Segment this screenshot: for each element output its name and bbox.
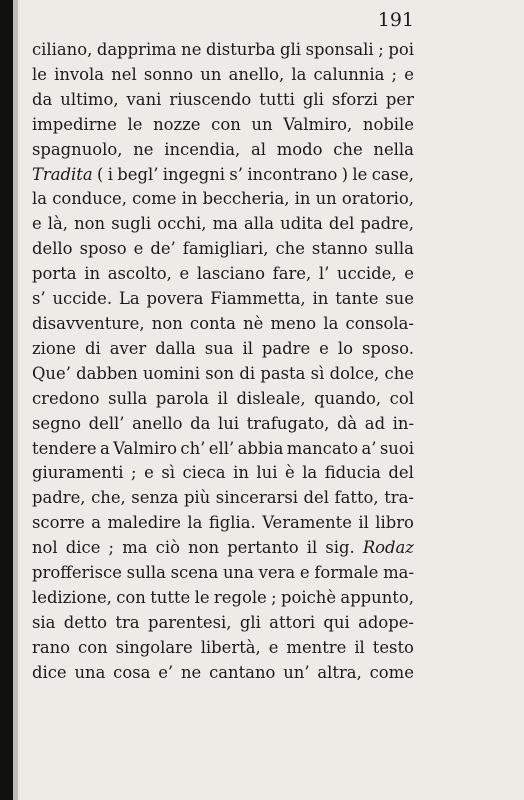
word: padre, [360,214,414,234]
word: più [183,488,211,508]
word: dalla [155,338,196,358]
word: Rodaz [362,538,414,558]
word: s’ [32,289,46,309]
word: la [32,189,48,209]
word: del [328,214,355,234]
word: col [389,388,414,408]
word: ; [271,587,277,607]
text-line [32,138,414,163]
word: porta [32,264,77,284]
word: Tradita [32,164,93,184]
word: famigliari, [182,239,269,259]
word: qui [323,612,350,632]
word: altra, [317,662,362,682]
word: con [116,587,146,607]
word: vera [258,563,296,583]
text-line [32,586,414,611]
word: il [217,388,228,408]
word: poichè [281,587,337,607]
word: e [133,239,144,259]
word: dapprima [96,40,177,59]
word: ultimo, [60,89,119,109]
word: il [358,513,369,533]
word: segno [32,413,82,433]
word: dice [32,662,67,682]
word: Valmiro [113,438,178,458]
word: adope- [358,612,414,632]
word: lo [337,338,353,358]
word: e [404,64,414,84]
word: ; [378,40,384,59]
word: ma [212,214,238,234]
word: riuscendo [169,89,252,109]
word: Que’ [32,363,71,383]
word: ne [133,139,154,159]
word: sua [204,338,234,358]
word: sincerarsi [215,488,298,508]
word: ciliano, [32,40,93,59]
word: pertanto [227,538,299,558]
word: sulla [108,388,148,408]
word: e [404,264,414,284]
word: regole [213,587,267,607]
word: un [251,114,273,134]
word: una [222,563,254,583]
word: e [32,214,42,234]
word: disavventure, [32,313,145,333]
word: per [385,89,414,109]
word: ad [364,413,386,433]
word: in [84,264,101,284]
word: ingegni [162,164,226,184]
word: mentre [286,637,347,657]
word: le [127,114,143,134]
word: sia [32,612,56,632]
word: ne [181,40,202,59]
word: e [299,563,310,583]
word: consola- [345,313,414,333]
word: s’ [229,164,243,184]
word: case, [371,164,414,184]
word: meno [270,313,317,333]
word: profferisce [32,563,122,583]
text-line [32,461,414,486]
word: sig. [325,538,355,558]
word: udita [280,214,323,234]
word: e [144,463,154,483]
word: le [194,587,210,607]
word: di [84,338,101,358]
word: vani [126,89,162,109]
word: ; [391,64,398,84]
word: cieca [182,463,226,483]
word: libro [375,513,414,533]
word: sponsali [305,40,374,59]
word: e [268,637,279,657]
word: alla [244,214,275,234]
text-line [32,88,414,113]
text-line [32,661,414,686]
word: del [303,488,329,508]
word: abbia [237,438,284,458]
word: aver [109,338,147,358]
text-line [32,262,414,287]
word: a [99,438,110,458]
word: impedirne [32,114,117,134]
word: fatto, [334,488,379,508]
word: dice [65,538,101,558]
word: un [315,189,337,209]
word: testo [372,637,414,657]
word: tutte [150,587,191,607]
word: scorre [32,513,85,533]
text-line [32,38,414,63]
word: in [294,189,311,209]
word: come [132,189,177,209]
word: credono [32,388,100,408]
word: nozze [153,114,201,134]
binding-shadow [13,0,18,800]
word: ch’ [180,438,206,458]
word: poi [388,40,414,59]
word: ma [122,538,148,558]
word: ; [108,538,115,558]
word: sforzi [331,89,378,109]
word: suoi [379,438,414,458]
word: conduce, [52,189,127,209]
word: le [352,164,368,184]
word: parentesi, [147,612,232,632]
word: quando, [314,388,382,408]
word: tante [335,289,379,309]
word: gli [239,612,261,632]
word: sposo. [361,338,414,358]
word: ne [180,662,202,682]
word: Valmiro, [283,114,353,134]
word: oratorio, [341,189,414,209]
word: uomini [142,363,200,383]
word: tra- [384,488,414,508]
word: in- [392,413,414,433]
word: con [78,637,108,657]
text-line [32,312,414,337]
word: sì [310,363,325,383]
word: Veramente [262,513,352,533]
word: lui [256,463,278,483]
word: là, [47,214,69,234]
word: il [242,338,253,358]
word: ciò [155,538,180,558]
word: da [32,89,53,109]
word: lasciano [196,264,265,284]
text-line [32,63,414,88]
word: disleale, [236,388,306,408]
word: il [354,637,365,657]
word: nel [111,64,137,84]
word: disturba [206,40,276,59]
word: che [384,363,414,383]
word: in [233,463,249,483]
word: rano [32,637,71,657]
word: son [205,363,235,383]
word: al [250,139,266,159]
word: un’ [283,662,310,682]
word: fiducia [324,463,381,483]
text-line [32,212,414,237]
word: dà [336,413,358,433]
word: beccheria, [202,189,290,209]
word: giuramenti [32,463,124,483]
word: attori [269,612,316,632]
word: dolce, [329,363,380,383]
word: begl’ [117,164,159,184]
text-line [32,362,414,387]
word: La [118,289,140,309]
word: non [74,214,106,234]
word: in [312,289,329,309]
word: appunto, [340,587,414,607]
word: povera [146,289,204,309]
word: dello [32,239,73,259]
word: che [275,239,305,259]
word: in [181,189,198,209]
word: uccide, [337,264,397,284]
word: gli [302,89,324,109]
word: la [323,313,339,333]
word: tutti [259,89,295,109]
word: una [74,662,106,682]
word: dabben [76,363,138,383]
word: che, [91,488,126,508]
word: sonno [143,64,194,84]
word: a [91,513,102,533]
word: cosa [113,662,151,682]
text-line [32,486,414,511]
word: libertà, [200,637,261,657]
text-line [32,437,414,462]
text-line [32,412,414,437]
word: nè [243,313,264,333]
word: scena [170,563,219,583]
word: lui [217,413,239,433]
word: i [107,164,113,184]
word: la [187,513,203,533]
word: sue [385,289,414,309]
word: la [302,463,318,483]
word: nella [373,139,414,159]
word: dell’ [88,413,125,433]
text-line [32,237,414,262]
word: occhi, [157,214,207,234]
word: gli [280,40,302,59]
word: a’ [361,438,377,458]
word: de’ [150,239,176,259]
word: le [32,64,47,84]
text-line [32,287,414,312]
word: sposo [79,239,127,259]
word: padre, [32,488,86,508]
word: anello [132,413,183,433]
text-line [32,387,414,412]
word: detto [63,612,108,632]
word: sulla [126,563,166,583]
word: formale [314,563,379,583]
word: sulla [374,239,414,259]
text-line [32,337,414,362]
word: invola [54,64,105,84]
word: la [291,64,307,84]
word: sì [161,463,175,483]
word: tendere [32,438,97,458]
word: e [319,338,329,358]
word: e [179,264,190,284]
word: anello, [228,64,285,84]
word: incendia, [164,139,241,159]
word: ) [341,164,349,184]
word: cantano [209,662,276,682]
word: del [388,463,414,483]
word: sugli [111,214,152,234]
binding-edge [0,0,13,800]
word: e’ [158,662,174,682]
text-line [32,113,414,138]
word: stanno [311,239,368,259]
word: uccide. [52,289,113,309]
word: fare, [272,264,312,284]
word: modo [276,139,323,159]
word: figlia. [208,513,256,533]
word: da [190,413,211,433]
word: maledire [107,513,181,533]
word: spagnuolo, [32,139,123,159]
text-line [32,187,414,212]
text-line [32,611,414,636]
page-number: 191 [377,9,414,31]
word: come [369,662,414,682]
word: calunnia [313,64,385,84]
word: ascolto, [107,264,172,284]
word: singolare [115,637,193,657]
text-line [32,636,414,661]
text-line [32,536,414,561]
word: senza [131,488,179,508]
word: di [239,363,256,383]
word: zione [32,338,77,358]
word: il [306,538,318,558]
body-text [32,38,414,686]
word: Fiammetta, [210,289,306,309]
word: padre [261,338,311,358]
word: mancato [286,438,359,458]
word: non [151,313,183,333]
word: ell’ [208,438,235,458]
word: pasta [260,363,306,383]
word: ; [131,463,137,483]
word: trafugato, [246,413,330,433]
text-line [32,561,414,586]
word: un [200,64,222,84]
word: conta [189,313,236,333]
word: non [188,538,220,558]
word: tra [115,612,140,632]
word: con [211,114,241,134]
word: parola [155,388,209,408]
word: ( [96,164,104,184]
text-line [32,163,414,188]
word: incontrano [247,164,338,184]
word: nol [32,538,58,558]
word: è [284,463,295,483]
word: ma- [383,563,414,583]
word: che [333,139,363,159]
text-line [32,511,414,536]
word: nobile [362,114,414,134]
word: ledizione, [32,587,112,607]
word: l’ [318,264,330,284]
